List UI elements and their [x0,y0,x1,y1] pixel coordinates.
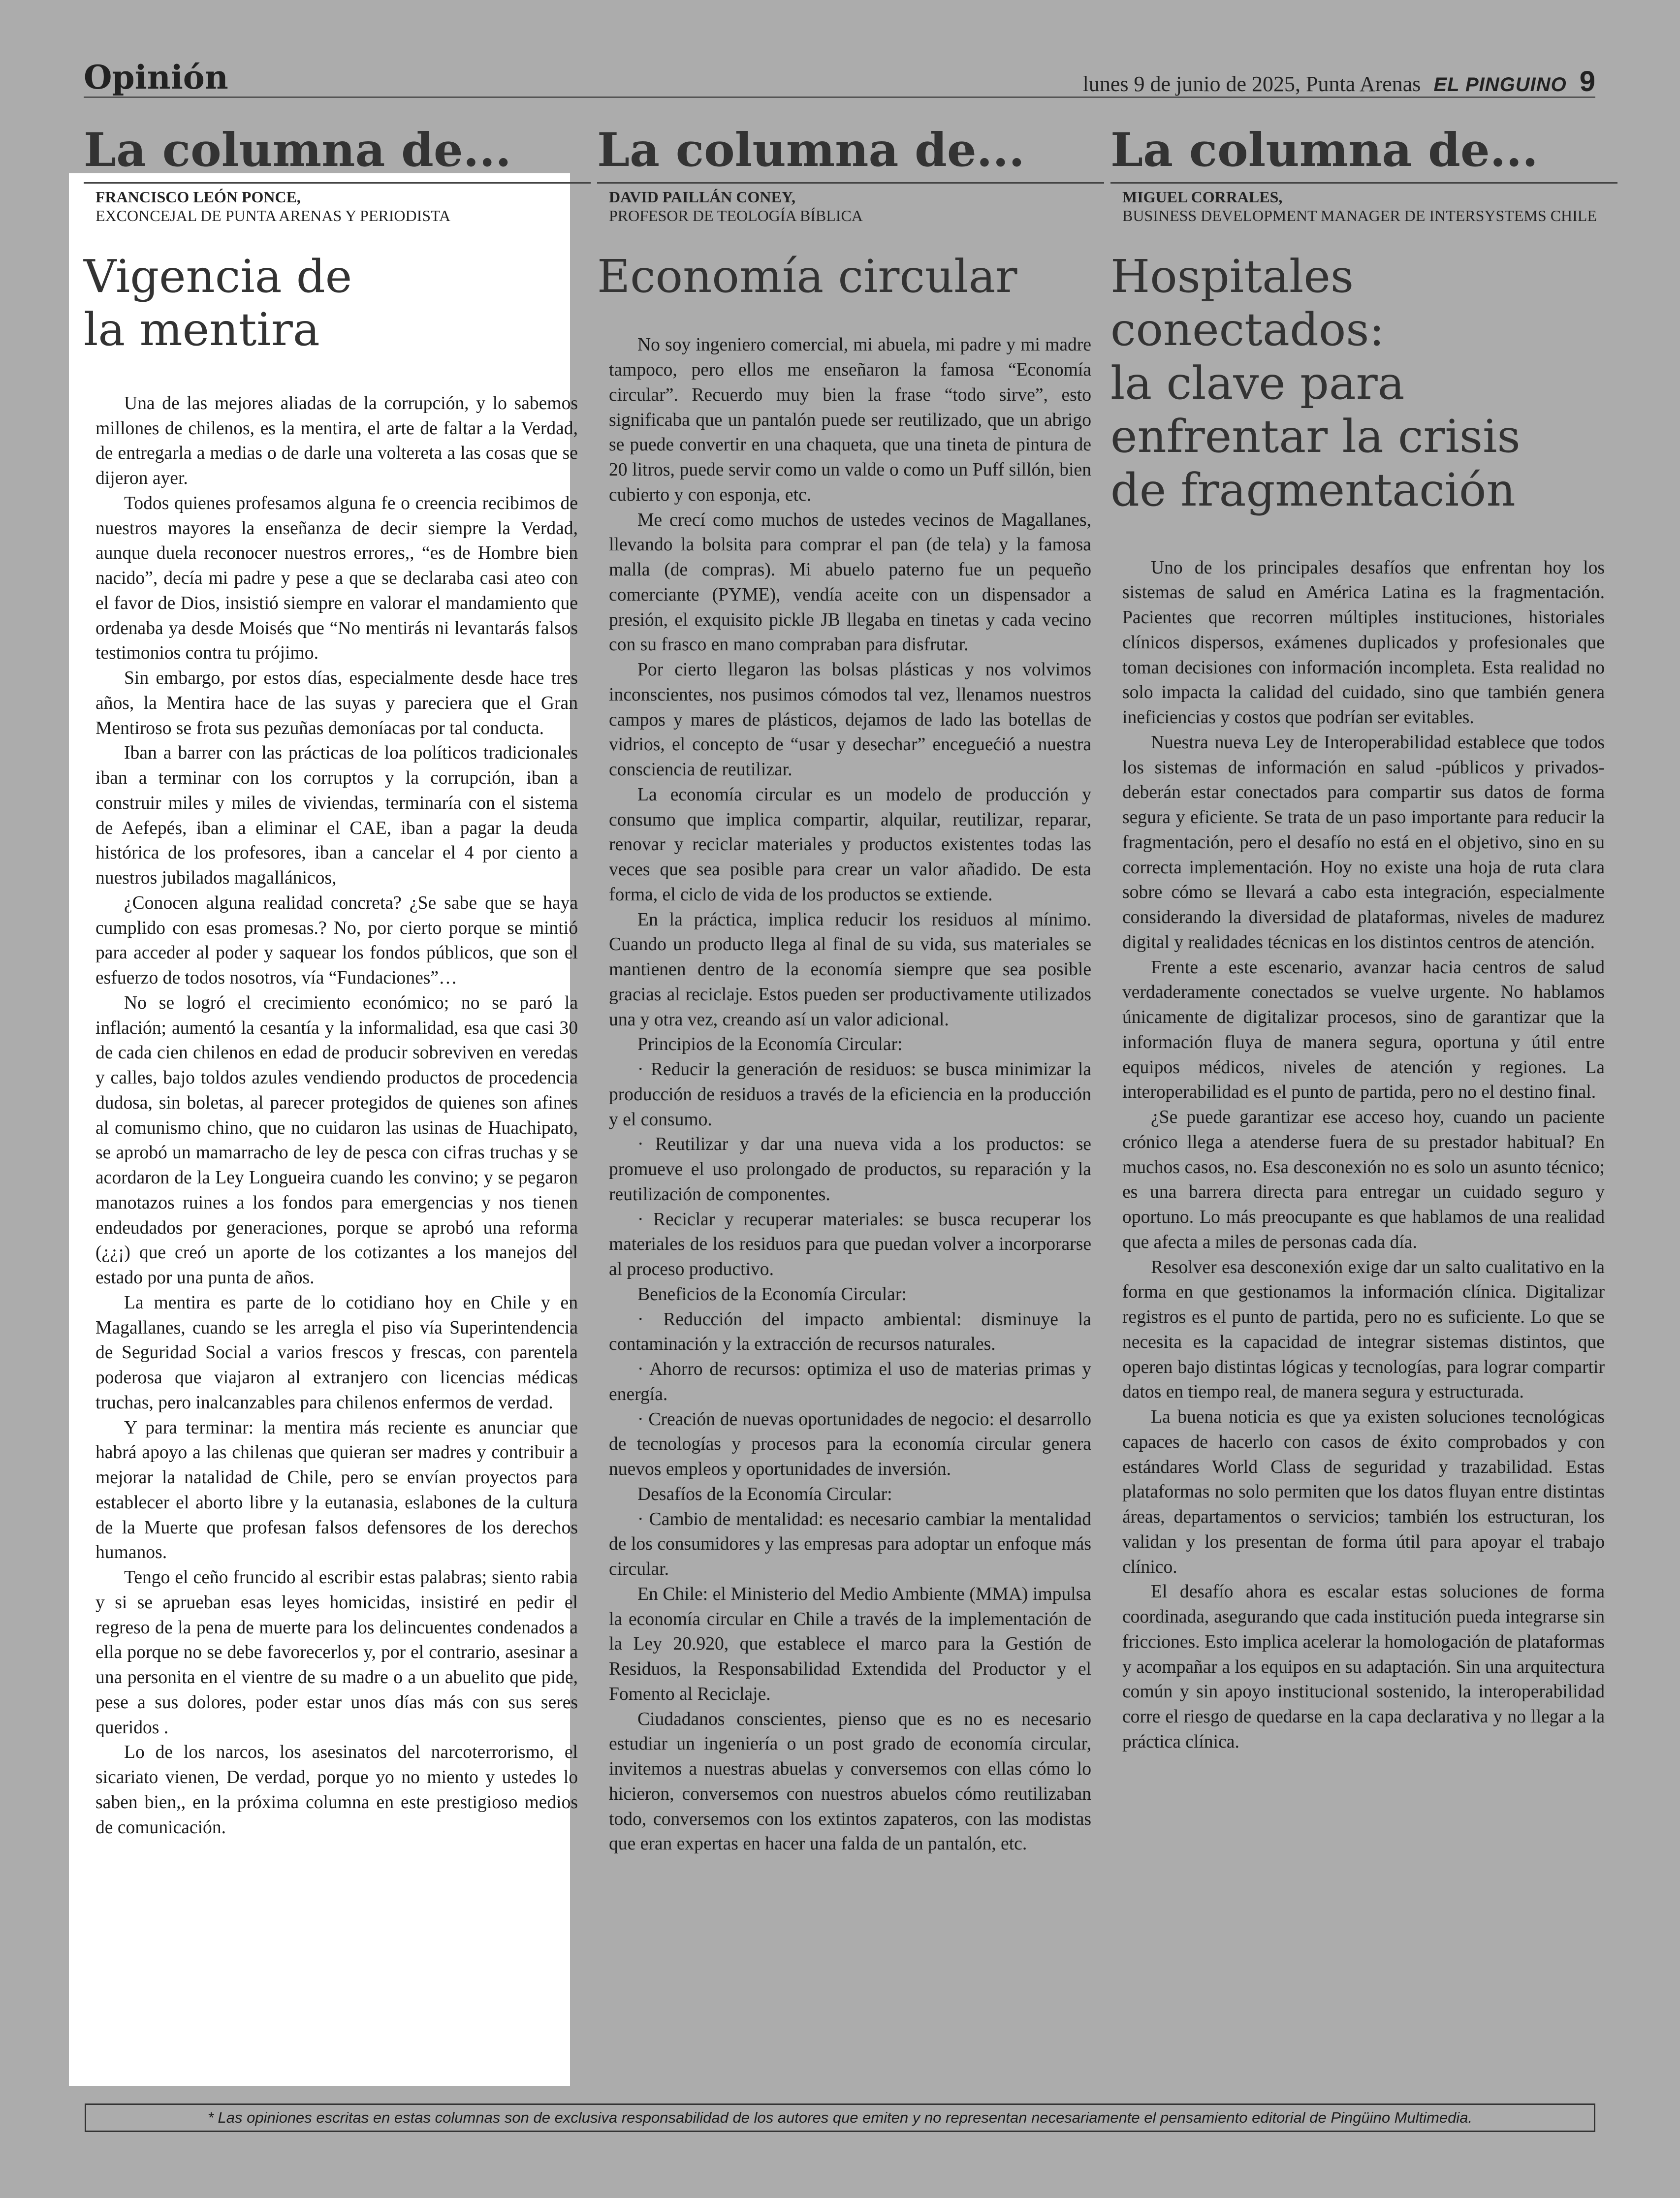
page-number: 9 [1579,65,1595,97]
paragraph: Desafíos de la Economía Circular: [637,1484,892,1504]
article-body [84,391,591,1841]
paragraph: Sin embargo, por estos días, especialmente desde hace tres años, la Mentira hace de las suyas y pareciera que el Gran Mentiroso se frota sus pezuñas demoníacas por tal conducta. [95,668,578,738]
paragraph: · Reducción del impacto ambiental: disminuye la contaminación y la extracción de recursos naturales. [609,1309,1091,1355]
header-rule [84,96,1595,98]
column-3 [1110,123,1617,1755]
paragraph: La mentira es parte de lo cotidiano hoy en Chile y en Magallanes, cuando se les arregla el piso vía Superintendencia de Seguridad Social a varios frescos y frescas, con parentela poderosa que viajaron al extranjero con licencias médicas truchas, pero inalcanzables para chilenos enfermos de verdad. [95,1292,578,1413]
paragraph: La economía circular es un modelo de producción y consumo que implica compartir, alquilar, reutilizar, reparar, renovar y reciclar materiales y productos existentes todas las veces que sea posible para crear un valor añadido. De esta forma, el ciclo de vida de los productos se extiende. [609,784,1091,905]
paragraph: Tengo el ceño fruncido al escribir estas palabras; siento rabia y si se aprueban esas leyes homicidas, insistiré en pedir el regreso de la pena de muerte para los delincuentes condenados a ella porque no se debe favorecerlos y, por el contrario, asesinar a una personita en el vientre de su madre o a un abuelito que pide, pese a sus dolores, poder estar unos días más con sus seres queridos . [95,1567,578,1738]
page-header-info [1083,65,1595,98]
headline-line: Hospitales conectados: [1110,250,1385,356]
author-role: PROFESOR DE TEOLOGÍA BÍBLICA [609,207,863,225]
paragraph: · Ahorro de recursos: optimiza el uso de materias primas y energía. [609,1359,1091,1404]
author-name: MIGUEL CORRALES, [1122,188,1283,206]
paragraph: · Reducir la generación de residuos: se busca minimizar la producción de residuos a través de la eficiencia en la producción y el consumo. [609,1059,1091,1130]
paragraph: ¿Se puede garantizar ese acceso hoy, cuando un paciente crónico llega a atenderse fuera de su prestador habitual? En muchos casos, no. Esa desconexión no es solo un asunto técnico; es una barrera directa para entregar un cuidado seguro y oportuno. Lo más preocupante es que hablamos de una realidad que afecta a miles de personas cada día. [1122,1107,1605,1252]
paragraph: Frente a este escenario, avanzar hacia centros de salud verdaderamente conectados se vuelve urgente. No hablamos únicamente de digitalizar procesos, sino de garantizar que la información fluya de manera segura, oportuna y útil entre equipos médicos, niveles de atención y regiones. La interoperabilidad es el punto de partida, pero no el destino final. [1122,957,1605,1103]
paragraph: En la práctica, implica reducir los residuos al mínimo. Cuando un producto llega al final de su vida, sus materiales se mantienen dentro de la economía siempre que sea posible gracias al reciclaje. Estos pueden ser productivamente utilizados una y otra vez, creando así un valor adicional. [609,909,1091,1030]
headline-line: la mentira [84,303,320,356]
paragraph: · Creación de nuevas oportunidades de negocio: el desarrollo de tecnologías y procesos para la economía circular genera nuevos empleos y oportunidades de inversión. [609,1409,1091,1480]
byline [597,188,1104,225]
section-name: Opinión [84,58,228,96]
paragraph: Iban a barrer con las prácticas de loa políticos tradicionales iban a terminar con los corruptos y la corrupción, iban a construir miles y miles de viviendas, terminaría con el sistema de Aefepés, iban a eliminar el CAE, iban a pagar la deuda histórica de los profesores, iban a cancelar el 4 por ciento a nuestros jubilados magallánicos, [95,743,578,889]
headline-line: Economía circular [597,250,1017,303]
column-2 [597,123,1104,1857]
paragraph: La buena noticia es que ya existen soluciones tecnológicas capaces de hacerlo con casos de éxito comprobados y con estándares World Class de seguridad y trazabilidad. Estas plataformas no solo permiten que los datos fluyan entre distintas áreas, departamentos o servicios; también los estructuran, los validan y los presentan de forma útil para apoyar el trabajo clínico. [1122,1407,1605,1577]
paragraph: ¿Conocen alguna realidad concreta? ¿Se sabe que se haya cumplido con esas promesas.? No, por cierto porque se mintió para acceder al poder y saquear los fondos públicos, que son el esfuerzo de todos nosotros, vía “Fundaciones”… [95,892,578,988]
paragraph: En Chile: el Ministerio del Medio Ambiente (MMA) impulsa la economía circular en Chile a través de la implementación de la Ley 20.920, que establece el marco para la Gestión de Residuos, la Responsabilidad Extendida del Productor y el Fomento al Reciclaje. [609,1584,1091,1704]
paragraph: Por cierto llegaron las bolsas plásticas y nos volvimos inconscientes, nos pusimos cómodos tal vez, llenamos nuestros campos y mares de plásticos, dejamos de lado las botellas de vidrios, el concepto de “usar y desechar” enceguećió a nuestra consciencia de reutilizar. [609,660,1091,780]
byline [84,188,591,225]
author-role: EXCONCEJAL DE PUNTA ARENAS Y PERIODISTA [95,207,451,225]
paragraph: · Cambio de mentalidad: es necesario cambiar la mentalidad de los consumidores y las empresas para adoptar un enfoque más circular. [609,1509,1091,1580]
paragraph: Me crecí como muchos de ustedes vecinos de Magallanes, llevando la bolsita para comprar el pan (de tela) y la famosa malla (de compras). Mi abuelo paterno fue un pequeño comerciante (PYME), vendía aceite con un dispensador a presión, el exquisito pickle JB llegaba en tinetas y cada vecino con su frasco en mano compraban para disfrutar. [609,510,1091,655]
masthead-logo: EL PINGUINO [1433,74,1567,96]
paragraph: Principios de la Economía Circular: [637,1034,903,1055]
paragraph: No soy ingeniero comercial, mi abuela, mi padre y mi madre tampoco, pero ellos me enseñaron la famosa “Economía circular”. Recuerdo muy bien la frase “todo sirve”, esto significaba que un pantalón puede ser reutilizado, que un abrigo se puede convertir en una chaqueta, que una tineta de pintura de 20 litros, puede servir como un valde o como un Puff sillón, bien cubierto y con esponja, etc. [609,335,1091,505]
paragraph: Beneficios de la Economía Circular: [637,1284,907,1305]
article-body [1110,556,1617,1755]
paragraph: Nuestra nueva Ley de Interoperabilidad establece que todos los sistemas de información en salud -públicos y privados- deberán estar conectados para compartir sus datos de forma segura y eficiente. Se trata de un paso importante para reducir la fragmentación, pero el desafío no está en el objetivo, sino en su correcta implementación. Hoy no existe una hoja de ruta clara sobre cómo se llevará a cabo esta integración, especialmente considerando la diversidad de plataformas, niveles de madurez digital y realidades técnicas en los distintos centros de atención. [1122,732,1605,953]
headline-line: de fragmentación [1110,463,1516,516]
column-1 [84,123,591,1840]
article-headline [84,250,591,357]
column-kicker: La columna de... [1110,127,1617,184]
paragraph: · Reciclar y recuperar materiales: se busca recuperar los materiales de los residuos para que puedan volver a incorporarse al proceso productivo. [609,1209,1091,1280]
article-body [597,333,1104,1857]
date-line: lunes 9 de junio de 2025, Punta Arenas [1082,72,1421,96]
paragraph: No se logró el crecimiento económico; no se paró la inflación; aumentó la cesantía y la informalidad, esa que casi 30 de cada cien chilenos en edad de producir sobreviven en veredas y calles, bajo toldos azules vendiendo productos de procedencia dudosa, sin boletas, al parecer protegidos de quienes son afines al comunismo chino, que no cuidaron las usinas de Huachipato, se aprobó un mamarracho de ley de pesca con cifras truchas y se acordaron de la Ley Longueira cuando les convino; y se pegaron manotazos ruines a los fondos para emergencias y nos tienen endeudados por generaciones, porque se aprobó una reforma (¿¿¡) que creó un aporte de los cotizantes a los manejos del estado por una punta de años. [95,992,578,1288]
paragraph: · Reutilizar y dar una nueva vida a los productos: se promueve el uso prolongado de productos, su reparación y la reutilización de componentes. [609,1134,1091,1205]
column-kicker: La columna de... [84,127,591,184]
article-headline [1110,250,1617,517]
paragraph: Una de las mejores aliadas de la corrupción, y lo sabemos millones de chilenos, es la mentira, el arte de faltar a la Verdad, de entregarla a medias o de darle una voltereta a las cosas que se dijeron ayer. [95,393,578,489]
paragraph: Lo de los narcos, los asesinatos del narcoterrorismo, el sicariato vienen, De verdad, porque yo no miento y ustedes lo saben bien,, en la próxima columna en este prestigioso medios de comunicación. [95,1742,578,1838]
headline-line: enfrentar la crisis [1110,410,1521,463]
disclaimer-box [85,2103,1595,2132]
author-name: DAVID PAILLÁN CONEY, [609,188,796,206]
headline-line: Vigencia de [84,250,352,303]
article-headline [597,250,1104,304]
author-name: FRANCISCO LEÓN PONCE, [95,188,301,206]
byline [1110,188,1617,225]
paragraph: Y para terminar: la mentira más reciente es anunciar que habrá apoyo a las chilenas que quieran ser madres y contribuir a mejorar la natalidad de Chile, pero se envían proyectos para establecer el aborto libre y la eutanasia, eslabones de la cultura de la Muerte que profesan falsos defensores de los derechos humanos. [95,1417,578,1563]
headline-line: la clave para [1110,356,1405,410]
paragraph: Resolver esa desconexión exige dar un salto cualitativo en la forma en que gestionamos la información clínica. Digitalizar registros es el punto de partida, pero no es suficiente. Lo que se necesita es la capacidad de integrar sistemas distintos, que operen bajo distintas lógicas y tecnologías, para lograr compartir datos en tiempo real, de manera segura y estructurada. [1122,1257,1605,1402]
author-role: BUSINESS DEVELOPMENT MANAGER DE INTERSYSTEMS CHILE [1122,207,1597,225]
disclaimer-text: * Las opiniones escritas en estas columnas son de exclusiva responsabilidad de los autores que emiten y no representan necesariamente el pensamiento editorial de Pingüino Multimedia. [207,2109,1473,2126]
column-kicker: La columna de... [597,127,1104,184]
paragraph: Ciudadanos conscientes, pienso que es no es necesario estudiar un ingeniería o un post grado de economía circular, invitemos a nuestras abuelas y conversemos con ellas cómo lo hicieron, conversemos con nuestros abuelos cómo reutilizaban todo, conversemos con los extintos zapateros, con las modistas que eran expertas en hacer una falda de un pantalón, etc. [609,1709,1091,1854]
paragraph: Todos quienes profesamos alguna fe o creencia recibimos de nuestros mayores la enseñanza de decir siempre la Verdad, aunque duela reconocer nuestros errores,, “es de Hombre bien nacido”, decía mi padre y pese a que se declaraba casi ateo con el favor de Dios, insistió siempre en valorar el mandamiento que ordenaba ya desde Moisés que “No mentirás ni levantarás falsos testimonios contra tu prójimo. [95,493,578,664]
paragraph: El desafío ahora es escalar estas soluciones de forma coordinada, asegurando que cada institución pueda integrarse sin fricciones. Esto implica acelerar la homologación de plataformas y acompañar a los equipos en su adaptación. Sin una arquitectura común y sin apoyo institucional sostenido, la interoperabilidad corre el riesgo de quedarse en la capa declarativa y no llegar a la práctica clínica. [1122,1582,1605,1752]
paragraph: Uno de los principales desafíos que enfrentan hoy los sistemas de salud en América Latina es la fragmentación. Pacientes que recorren múltiples instituciones, historiales clínicos dispersos, exámenes duplicados y profesionales que toman decisiones con información incompleta. Esta realidad no solo impacta la calidad del cuidado, sino que también genera ineficiencias y costos que podrían ser evitables. [1122,557,1605,728]
